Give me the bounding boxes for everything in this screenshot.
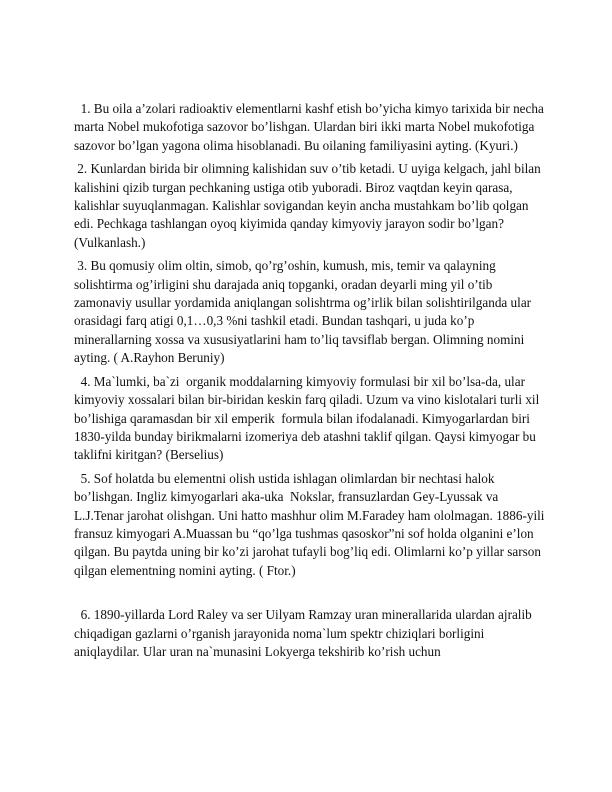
question-paragraph-1: 1. Bu oila a’zolari radioaktiv elementlarni kashf etish bo’yicha kimyo tarixida bir necha marta Nobel mukofotiga sazovor bo’lishgan. Ulardan biri ikki marta Nobel mukofotiga sazovor bo’lgan yagona olima hisoblanadi. Bu oilaning familiyasini ayting. (Kyuri.): [74, 101, 548, 153]
question-paragraph-3: 3. Bu qomusiy olim oltin, simob, qo’rg’oshin, kumush, mis, temir va qalayning solishtirma og’irligini shu darajada aniq topganki, oradan deyarli ming yil o’tib zamonaviy usullar yordamida aniqlangan solishtrma og’irlik bilan solishtirilganda ular orasidagi farq atigi 0,1…0,3 %ni tashkil etadi. Bundan tashqari, u juda ko’p minerallarning xossa va xususiyatlarini ham to’liq tavsiflab bergan. Olimning nomini ayting. ( A.Rayhon Beruniy): [74, 258, 535, 366]
question-paragraph-5: 5. Sof holatda bu elementni olish ustida ishlagan olimlardan bir nechtasi halok bo’lishgan. Ingliz kimyogarlari aka-uka Nokslar, fransuzlardan Gey-Lyussak va L.J.Tenar jarohat olishgan. Uni hatto mashhur olim M.Faradey ham ololmagan. 1886-yili fransuz kimyogari A.Muassan bu “qo’lga tushmas qasoskor”ni sof holda olganini e’lon qilgan. Bu paytda uning bir ko’zi jarohat tufayli bog’liq edi. Olimlarni ko’p yillar sarson qilgan elementning nomini ayting. ( Ftor.): [74, 470, 548, 578]
question-paragraph-4: 4. Ma`lumki, ba`zi organik moddalarning kimyoviy formulasi bir xil bo’lsa-da, ular kimyoviy xossalari bilan bir-biridan keskin farq qiladi. Uzum va vino kislotalari turli xil bo’lishiga qaramasdan bir xil emperik formula bilan ifodalanadi. Kimyogarlardan biri 1830-yilda bunday birikmalarni izomeriya deb atashni taklif qilgan. Qaysi kimyogar bu taklifni kiritgan? (Berselius): [74, 373, 543, 463]
question-paragraph-6: 6. 1890-yillarda Lord Raley va ser Uilyam Ramzay uran minerallarida ulardan ajralib chiqadigan gazlarni o’rganish jarayonida noma`lum spektr chiziqlari borligini aniqlaydilar. Ular uran na`munasini Lokyerga tekshirib ko’rish uchun: [74, 607, 536, 659]
question-paragraph-2: 2. Kunlardan birida bir olimning kalishidan suv o’tib ketadi. U uyiga kelgach, jahl bilan kalishini qizib turgan pechkaning ustiga otib yuboradi. Biroz vaqtdan keyin qarasa, kalishlar suyuqlanmagan. Kalishlar sovigandan keyin ancha mustahkam bo’lib qolgan edi. Pechkaga tashlangan oyoq kiyimida qanday kimyoviy jarayon sodir bo’lgan? (Vulkanlash.): [74, 161, 545, 250]
document-body: [74, 100, 548, 666]
